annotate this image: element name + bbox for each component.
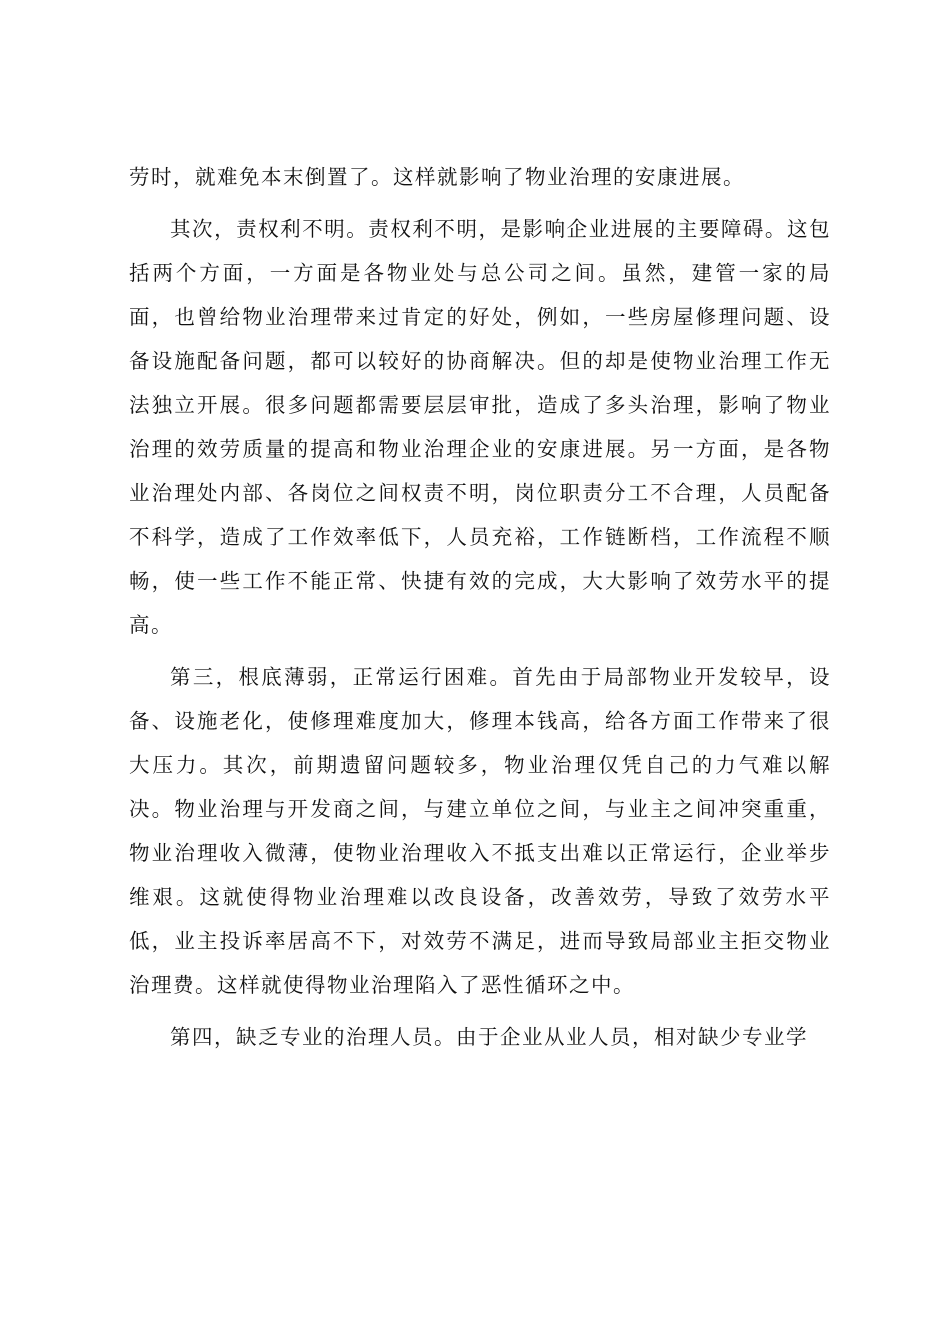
paragraph-continuation: 劳时，就难免本末倒置了。这样就影响了物业治理的安康进展。 [129, 165, 745, 189]
paragraph-third-point: 第三，根底薄弱，正常运行困难。首先由于局部物业开发较早，设备、设施老化，使修理难度加大，修理本钱高，给各方面工作带来了很大压力。其次，前期遗留问题较多，物业治理仅凭自己的力气难以解决。物业治理与开发商之间，与建立单位之间，与业主之间冲突重重，物业治理收入微薄，使物业治理收入不抵支出难以正常运行，企业举步维艰。这就使得物业治理难以改良设备，改善效劳，导致了效劳水平低，业主投诉率居高不下，对效劳不满足，进而导致局部业主拒交物业治理费。这样就使得物业治理陷入了恶性循环之中。 [129, 665, 831, 997]
body-text [129, 155, 831, 1067]
paragraph-fourth-point: 第四，缺乏专业的治理人员。由于企业从业人员，相对缺少专业学 [170, 1025, 808, 1049]
paragraph-second-point: 其次，责权利不明。责权利不明，是影响企业进展的主要障碍。这包括两个方面，一方面是各物业处与总公司之间。虽然，建管一家的局面，也曾给物业治理带来过肯定的好处，例如，一些房屋修理问题、设备设施配备问题，都可以较好的协商解决。但的却是使物业治理工作无法独立开展。很多问题都需要层层审批，造成了多头治理，影响了物业治理的效劳质量的提高和物业治理企业的安康进展。另一方面，是各物业治理处内部、各岗位之间权责不明，岗位职责分工不合理，人员配备不科学，造成了工作效率低下，人员充裕，工作链断档，工作流程不顺畅，使一些工作不能正常、快捷有效的完成，大大影响了效劳水平的提高。 [129, 217, 831, 637]
